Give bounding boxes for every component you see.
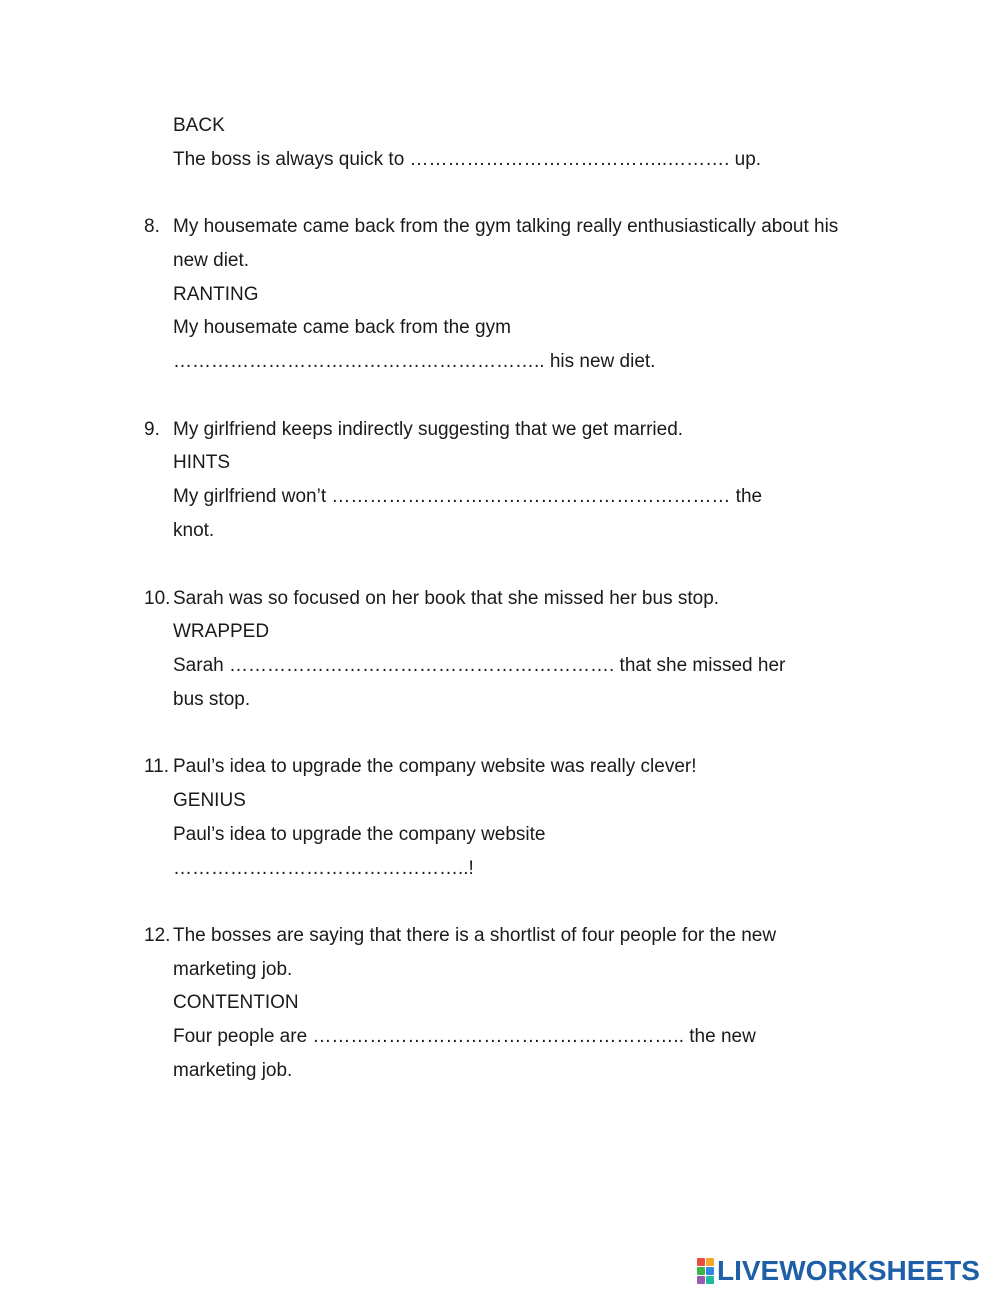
logo-block [706,1276,714,1284]
prompt-line: new diet. [173,250,250,271]
answer-line: marketing job. [173,1060,293,1081]
keyword: CONTENTION [173,992,299,1013]
keyword: BACK [173,115,225,136]
answer-line: My girlfriend won’t ……………………………………………………… the [173,486,763,507]
answer-line: bus stop. [173,689,251,710]
logo-block [706,1258,714,1266]
keyword: HINTS [173,452,230,473]
answer-line: Sarah ……………………………………………………. that she missed her [173,655,786,676]
answer-line: ………………………………………………….. his new diet. [173,351,656,372]
keyword: WRAPPED [173,621,270,642]
logo-blocks-icon [697,1258,714,1284]
logo-block [697,1267,705,1275]
item-number: 9. [144,419,160,440]
answer-line: My housemate came back from the gym [173,317,511,338]
item-number: 10. [144,588,171,609]
prompt-line: My housemate came back from the gym talking really enthusiastically about his [173,216,839,237]
prompt-line: My girlfriend keeps indirectly suggesting that we get married. [173,419,684,440]
logo-block [697,1258,705,1266]
item-number: 11. [144,756,170,777]
answer-line: Four people are ………………………………………………….. the new [173,1026,756,1047]
prompt-line: Paul’s idea to upgrade the company website was really clever! [173,756,697,777]
answer-line: knot. [173,520,215,541]
answer-line: ………………………………………..! [173,858,474,879]
liveworksheets-logo [697,1256,980,1286]
prompt-line: The bosses are saying that there is a shortlist of four people for the new [173,925,777,946]
logo-block [706,1267,714,1275]
logo-block [697,1276,705,1284]
prompt-line: Sarah was so focused on her book that she missed her bus stop. [173,588,720,609]
answer-line: The boss is always quick to …………………………………..………. up. [173,149,762,170]
keyword: RANTING [173,284,259,305]
item-number: 8. [144,216,160,237]
prompt-line: marketing job. [173,959,293,980]
keyword: GENIUS [173,790,246,811]
logo-text: LIVEWORKSHEETS [717,1255,980,1286]
item-number: 12. [144,925,171,946]
answer-line: Paul’s idea to upgrade the company website [173,824,546,845]
